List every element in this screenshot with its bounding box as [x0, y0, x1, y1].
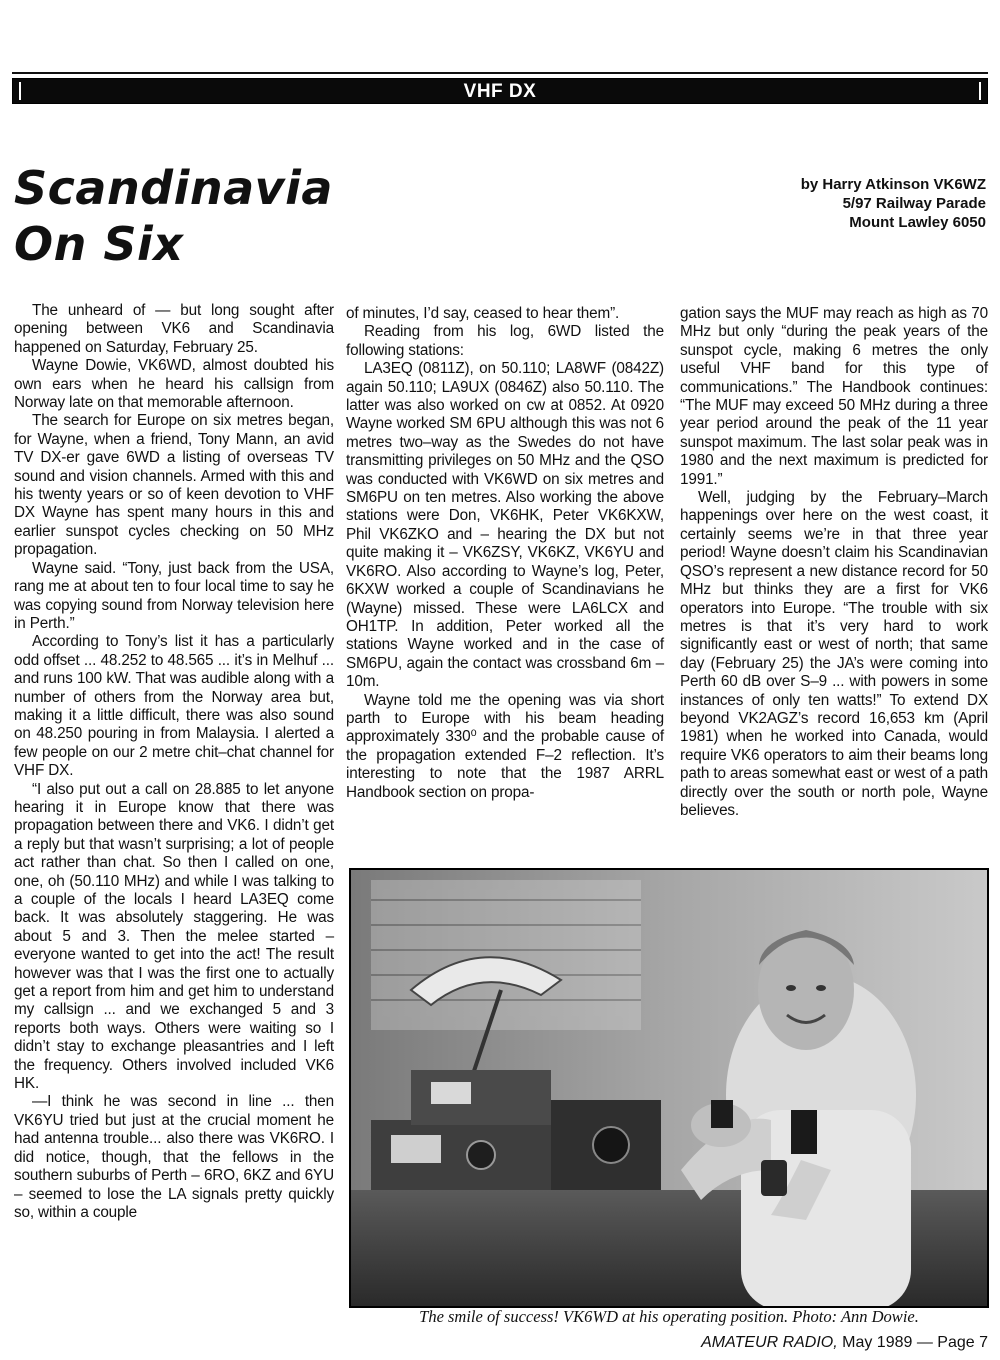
title-line-1: Scandinavia — [14, 161, 333, 215]
paragraph: Wayne told me the opening was via short parth to Europe with his beam heading approximately 330⁰ and the probable cause of the propagation extended F–2 reflection. It’s interesting to note that the 1987 ARRL Handbook section on propa- — [346, 691, 664, 801]
paragraph: The unheard of — but long sought after opening between VK6 and Scandinavia happened on Saturday, February 25. — [14, 302, 334, 356]
paragraph: “I also put out a call on 28.885 to let anyone hearing it in Europe know that there was propagation between there and VK6. I didn’t get a reply but that wasn’t surprising; a lot of people act rather than chat. So then I called on one, one, oh (50.110 MHz) and while I was talking to a couple of the locals I heard LA3EQ come back. It was absolutely staggering. He was about 5 and 3. Then the melee started – everyone wanted to get into the act! The result however was that I was the first one to actually get a report from him and get him to understand my callsign ... and we exchanged 5 and 3 reports both ways. Others were waiting so I didn’t stay to exchange pleasantries and I left the frequency. Others involved included VK6 HK. — [14, 780, 334, 1093]
title-line-2: On Six — [14, 217, 184, 271]
page-footer — [701, 1334, 988, 1352]
paragraph: of minutes, I’d say, ceased to hear them”. — [346, 305, 620, 322]
paragraph: Well, judging by the February–March happenings over here on the west coast, it certainly seems we’re in that three year period! Wayne doesn’t claim his Scandinavian QSO’s represent a new distance record for 50 MHz but thinks they are a first for VK6 operators into Europe. “The trouble with six metres is that it’s very hard to work significantly east or west of north; that same day (February 25) the JA’s were coming into Perth 60 dB over S–9 ... with powers in some instances of only ten watts!” To extend DX beyond VK2AGZ’s record 16,653 km (April 1981) when he worked into Canada, would require VK6 operators to aim their beams long path to areas somewhat east or west of a path directly over the south or north pole, Wayne believes. — [680, 489, 988, 819]
byline-suburb: Mount Lawley 6050 — [849, 214, 986, 231]
text-column-3 — [680, 305, 988, 820]
text-column-1 — [14, 302, 334, 1222]
paragraph: Wayne Dowie, VK6WD, almost doubted his own ears when he heard his callsign from Norway late on that memorable afternoon. — [14, 357, 334, 412]
paragraph: LA3EQ (0811Z), on 50.110; LA8WF (0842Z) again 50.110; LA9UX (0846Z) also 50.110. The latter was also worked on cw at 0852. At 0920 Wayne worked SM 6PU although this was not 6 metres two–way as the Swedes do not have transmitting privileges on 50 MHz and the QSO was conducted with VK6WD on six metres and SM6PU on ten metres. Also working the above stations were Don, VK6HK, Peter VK6KXW, Phil VK6ZKO and – hearing the DX but not quite making it – VK6ZSY, VK6KZ, VK6YU and VK6RO. Also according to Wayne’s log, Peter, 6KXW worked a couple of Scandinavians he (Wayne) missed. These were LA6LCX and OH1TP. In addition, Peter worked all the stations Wayne worked and in the case of SM6PU, again the contact was crossband 6m – 10m. — [346, 360, 664, 691]
paragraph: According to Tony’s list it has a particularly odd offset ... 48.252 to 48.565 ... it’s in Melhuf ... and runs 100 kW. That was audible along with a number of others from the Norway area but, making it a little difficult, there was also sound on 48.250 pouring in from Malaysia. I alerted a few people on our 2 metre chit–chat channel for VHF DX. — [14, 633, 334, 780]
top-rule — [12, 72, 988, 74]
paragraph: Wayne said. “Tony, just back from the USA, rang me at about ten to four local time to say he was copying sound from Norway television here in Perth.” — [14, 559, 334, 632]
byline-author: by Harry Atkinson VK6WZ — [800, 176, 986, 193]
paragraph: The search for Europe on six metres began, for Wayne, when a friend, Tony Mann, an avid TV DX-er gave 6WD a listing of overseas TV sound and vision channels. Armed with this and his twenty years or so of keen devotion to VHF DX Wayne has spent many hours in this and earlier sunspot cycles checking on 50 MHz propagation. — [14, 412, 334, 559]
byline — [626, 175, 986, 232]
paragraph: Reading from his log, 6WD listed the following stations: — [346, 323, 664, 359]
photo-illustration — [351, 870, 987, 1306]
footer-publication: AMATEUR RADIO, — [701, 1334, 838, 1351]
section-label: VHF DX — [463, 81, 537, 102]
paragraph: —I think he was second in line ... then VK6YU tried but just at the crucial moment he had antenna trouble... also there was VK6RO. I did notice, though, that the fellows in the southern suburbs of Perth – 6RO, 6KZ and 6YU – seemed to lose the LA signals pretty quickly so, within a couple — [14, 1093, 334, 1221]
text-column-2 — [346, 305, 664, 802]
byline-street: 5/97 Railway Parade — [842, 195, 986, 212]
footer-issue: May 1989 — Page 7 — [837, 1334, 988, 1351]
section-banner — [12, 78, 988, 104]
paragraph: gation says the MUF may reach as high as 70 MHz but only “during the peak years of the sunspot cycle, making 6 metres the only useful VHF band for this type of communications.” The Handbook continues: “The MUF may exceed 50 MHz during a three year period around the peak of the 11 year sunspot maximum. The last solar peak was in 1980 and the next maximum is predicted for 1991.” — [680, 305, 988, 488]
article-title — [14, 160, 434, 272]
photo-caption: The smile of success! VK6WD at his operating position. Photo: Ann Dowie. — [419, 1307, 919, 1326]
article-photo — [349, 868, 989, 1308]
